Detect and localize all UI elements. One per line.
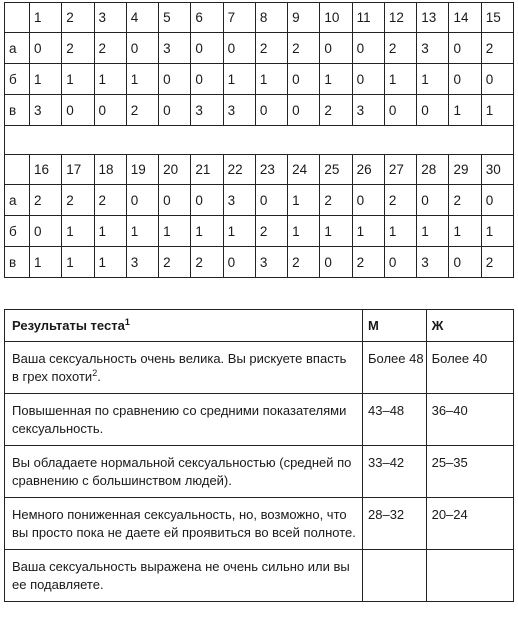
results-table: [4, 309, 514, 602]
result-row: [5, 446, 514, 498]
result-row: [5, 394, 514, 446]
female-score-range: 25–35: [426, 446, 513, 498]
score-cell: 0: [159, 95, 191, 126]
score-cell: 3: [126, 247, 158, 278]
answer-row: [5, 185, 514, 216]
answer-row: [5, 64, 514, 95]
score-cell: 2: [191, 247, 223, 278]
answer-row: [5, 247, 514, 278]
score-cell: 2: [384, 33, 416, 64]
score-cell: 0: [352, 64, 384, 95]
result-description-cell: [5, 394, 363, 446]
question-number-row: [5, 155, 514, 185]
result-description-cell: [5, 342, 363, 394]
result-description: Ваша сексуальность очень велика. Вы рискуете впасть в грех похоти: [12, 351, 347, 384]
score-cell: 2: [94, 185, 126, 216]
result-description-tail: .: [97, 368, 101, 384]
score-cell: 3: [417, 33, 449, 64]
question-number: 23: [255, 155, 287, 185]
question-number: 17: [62, 155, 94, 185]
corner-cell: [5, 3, 30, 33]
answer-row: [5, 216, 514, 247]
score-cell: 1: [94, 64, 126, 95]
score-cell: 1: [30, 247, 62, 278]
score-cell: 2: [481, 33, 513, 64]
results-header-label: Результаты теста: [12, 318, 125, 333]
score-cell: 0: [481, 185, 513, 216]
score-cell: 1: [481, 216, 513, 247]
result-description-cell: [5, 446, 363, 498]
score-cell: 1: [94, 247, 126, 278]
question-number-row: [5, 3, 514, 33]
question-number: 29: [449, 155, 481, 185]
answer-row: [5, 33, 514, 64]
score-cell: 0: [191, 33, 223, 64]
score-cell: 2: [288, 33, 320, 64]
score-cell: 0: [159, 185, 191, 216]
score-cell: 0: [384, 247, 416, 278]
question-number: 12: [384, 3, 416, 33]
score-cell: 0: [62, 95, 94, 126]
block-separator: [5, 126, 514, 155]
corner-cell: [5, 155, 30, 185]
score-cell: 3: [159, 33, 191, 64]
score-cell: 1: [62, 247, 94, 278]
answer-key-table: [4, 2, 514, 278]
score-cell: 1: [288, 185, 320, 216]
separator-cell: [5, 126, 514, 155]
score-cell: 0: [191, 64, 223, 95]
score-cell: 2: [62, 185, 94, 216]
score-cell: 1: [126, 216, 158, 247]
female-header: Ж: [426, 310, 513, 342]
male-header: М: [363, 310, 427, 342]
score-cell: 3: [417, 247, 449, 278]
question-number: 5: [159, 3, 191, 33]
score-cell: 1: [384, 64, 416, 95]
score-cell: 0: [449, 247, 481, 278]
score-cell: 0: [288, 64, 320, 95]
question-number: 9: [288, 3, 320, 33]
score-cell: 1: [352, 216, 384, 247]
male-score-range: [363, 550, 427, 602]
score-cell: 3: [223, 95, 255, 126]
question-number: 18: [94, 155, 126, 185]
question-number: 10: [320, 3, 352, 33]
score-cell: 3: [30, 95, 62, 126]
score-cell: 1: [481, 95, 513, 126]
female-score-range: [426, 550, 513, 602]
answer-option-label: б: [5, 64, 30, 95]
female-score-range: Более 40: [426, 342, 513, 394]
score-cell: 0: [223, 247, 255, 278]
question-number: 30: [481, 155, 513, 185]
question-number: 22: [223, 155, 255, 185]
score-cell: 1: [417, 64, 449, 95]
question-number: 28: [417, 155, 449, 185]
score-cell: 3: [223, 185, 255, 216]
score-cell: 1: [126, 64, 158, 95]
score-cell: 1: [62, 64, 94, 95]
male-score-range: 33–42: [363, 446, 427, 498]
score-cell: 2: [62, 33, 94, 64]
score-cell: 2: [159, 247, 191, 278]
question-number: 1: [30, 3, 62, 33]
answer-row: [5, 95, 514, 126]
score-cell: 1: [223, 64, 255, 95]
score-cell: 2: [94, 33, 126, 64]
score-cell: 0: [288, 95, 320, 126]
score-cell: 3: [191, 95, 223, 126]
footnote-marker: 2: [92, 367, 98, 378]
question-number: 24: [288, 155, 320, 185]
result-description-cell: [5, 498, 363, 550]
female-score-range: 36–40: [426, 394, 513, 446]
question-number: 6: [191, 3, 223, 33]
score-cell: 1: [30, 64, 62, 95]
question-number: 25: [320, 155, 352, 185]
question-number: 7: [223, 3, 255, 33]
score-cell: 3: [352, 95, 384, 126]
score-cell: 2: [481, 247, 513, 278]
score-cell: 0: [417, 95, 449, 126]
question-number: 13: [417, 3, 449, 33]
score-cell: 0: [191, 185, 223, 216]
question-number: 11: [352, 3, 384, 33]
results-header-row: [5, 310, 514, 342]
score-cell: 0: [449, 64, 481, 95]
score-cell: 0: [126, 185, 158, 216]
result-row: [5, 550, 514, 602]
score-cell: 0: [449, 33, 481, 64]
question-number: 16: [30, 155, 62, 185]
score-cell: 1: [384, 216, 416, 247]
question-number: 3: [94, 3, 126, 33]
result-description: Вы обладаете нормальной сексуальностью (средней по сравнению с большинством людей).: [12, 455, 352, 488]
score-cell: 0: [320, 247, 352, 278]
answer-option-label: в: [5, 95, 30, 126]
score-cell: 1: [449, 216, 481, 247]
male-score-range: Более 48: [363, 342, 427, 394]
answer-option-label: а: [5, 185, 30, 216]
score-cell: 2: [320, 95, 352, 126]
score-cell: 0: [159, 64, 191, 95]
score-cell: 1: [223, 216, 255, 247]
score-cell: 2: [384, 185, 416, 216]
score-cell: 0: [417, 185, 449, 216]
score-cell: 2: [288, 247, 320, 278]
score-cell: 1: [62, 216, 94, 247]
male-score-range: 28–32: [363, 498, 427, 550]
score-cell: 0: [255, 95, 287, 126]
question-number: 4: [126, 3, 158, 33]
female-score-range: 20–24: [426, 498, 513, 550]
question-number: 15: [481, 3, 513, 33]
result-row: [5, 498, 514, 550]
question-number: 21: [191, 155, 223, 185]
result-description: Повышенная по сравнению со средними показателями сексуальность.: [12, 403, 347, 436]
score-cell: 0: [352, 185, 384, 216]
score-cell: 2: [255, 33, 287, 64]
question-number: 20: [159, 155, 191, 185]
score-cell: 2: [352, 247, 384, 278]
result-description: Ваша сексуальность выражена не очень сильно или вы ее подавляете.: [12, 559, 350, 592]
score-cell: 0: [255, 185, 287, 216]
results-header-cell: [5, 310, 363, 342]
score-cell: 1: [449, 95, 481, 126]
result-row: [5, 342, 514, 394]
score-cell: 0: [30, 33, 62, 64]
score-cell: 0: [94, 95, 126, 126]
answer-option-label: а: [5, 33, 30, 64]
question-number: 26: [352, 155, 384, 185]
male-score-range: 43–48: [363, 394, 427, 446]
result-description: Немного пониженная сексуальность, но, возможно, что вы просто пока не даете ей проявиться во всей полноте.: [12, 507, 356, 540]
score-cell: 0: [320, 33, 352, 64]
score-cell: 1: [288, 216, 320, 247]
result-description-cell: [5, 550, 363, 602]
score-cell: 1: [255, 64, 287, 95]
score-cell: 0: [126, 33, 158, 64]
score-cell: 1: [320, 216, 352, 247]
question-number: 19: [126, 155, 158, 185]
score-cell: 2: [320, 185, 352, 216]
score-cell: 0: [481, 64, 513, 95]
score-cell: 1: [417, 216, 449, 247]
question-number: 2: [62, 3, 94, 33]
question-number: 8: [255, 3, 287, 33]
score-cell: 1: [94, 216, 126, 247]
score-cell: 1: [191, 216, 223, 247]
footnote-marker: 1: [124, 317, 130, 327]
score-cell: 2: [449, 185, 481, 216]
score-cell: 1: [159, 216, 191, 247]
score-cell: 0: [352, 33, 384, 64]
score-cell: 2: [30, 185, 62, 216]
answer-option-label: в: [5, 247, 30, 278]
score-cell: 0: [384, 95, 416, 126]
question-number: 14: [449, 3, 481, 33]
score-cell: 0: [30, 216, 62, 247]
question-number: 27: [384, 155, 416, 185]
answer-option-label: б: [5, 216, 30, 247]
score-cell: 0: [223, 33, 255, 64]
score-cell: 2: [255, 216, 287, 247]
score-cell: 3: [255, 247, 287, 278]
score-cell: 2: [126, 95, 158, 126]
score-cell: 1: [320, 64, 352, 95]
